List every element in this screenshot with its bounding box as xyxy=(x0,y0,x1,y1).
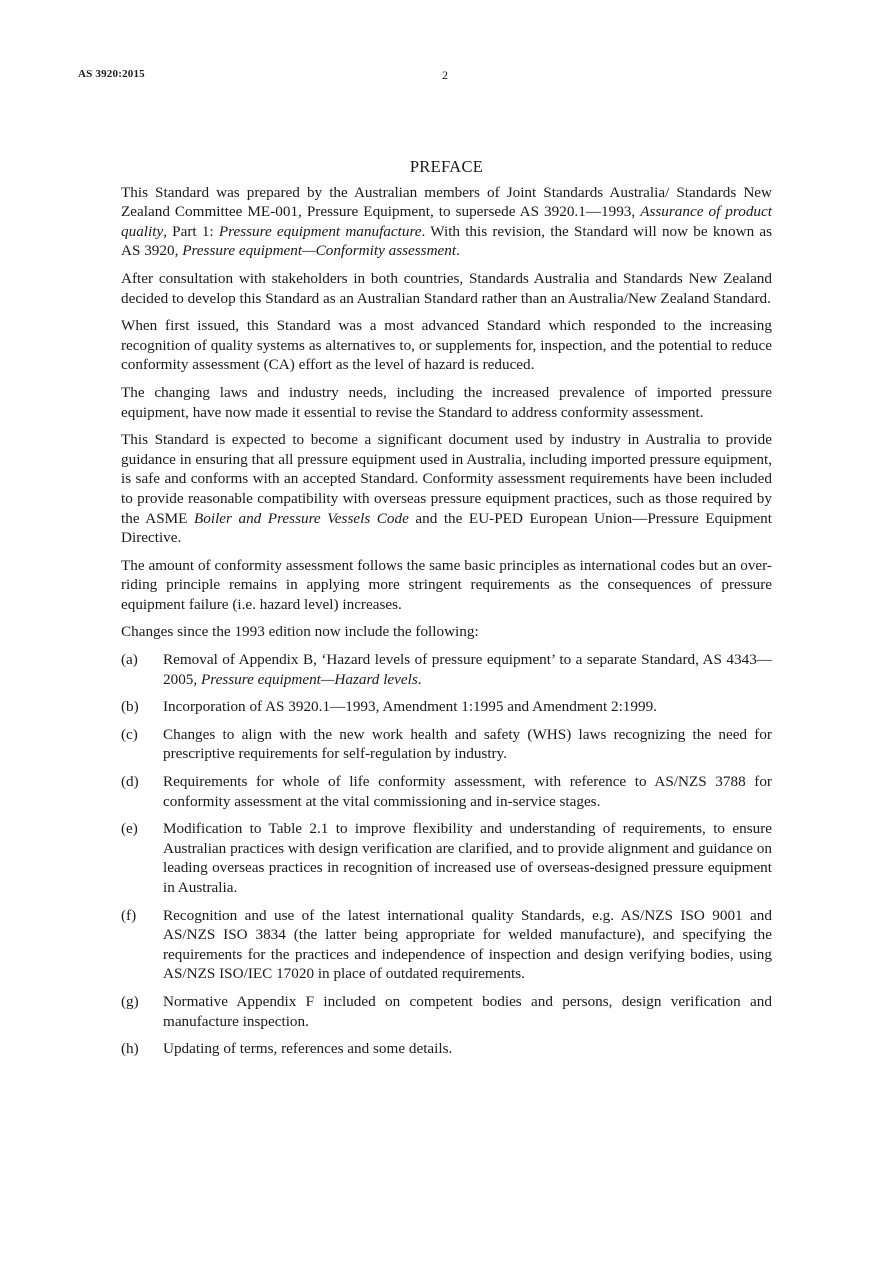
list-item-b xyxy=(121,697,772,717)
paragraph-principles: The amount of conformity assessment follows the same basic principles as international codes but an over-riding principle remains in applying more stringent requirements as the consequences of pressure equipment failure (i.e. hazard level) increases. xyxy=(121,556,772,613)
page-header xyxy=(78,68,818,84)
text-run: and the EU-PED European Union—Pressure Equipment Directive. xyxy=(121,509,772,547)
paragraph-preparation xyxy=(121,183,772,261)
preface-section xyxy=(121,157,772,1067)
list-marker: (e) xyxy=(121,820,138,838)
list-item-g xyxy=(121,992,772,1031)
list-item-d xyxy=(121,772,772,811)
list-item-text: Modification to Table 2.1 to improve flexibility and understanding of requirements, to ensure Australian practices with design verification are clarified, and to provide alignment and guidance on leading overseas practices in recognition of increased use of overseas-designed pressure equipment in Australia. xyxy=(163,820,772,896)
paragraph-changing-laws: The changing laws and industry needs, including the increased prevalence of imported pressure equipment, have now made it essential to revise the Standard to address conformity assessment. xyxy=(121,383,772,421)
list-item-text: Recognition and use of the latest international quality Standards, e.g. AS/NZS ISO 9001 and AS/NZS ISO 3834 (the latter being appropriate for welded manufacture), and specifying the requirements for the practices and independence of inspection and design verifying bodies, using AS/NZS ISO/IEC 17020 in place of outdated requirements. xyxy=(163,906,772,983)
text-run: Removal of Appendix B, ‘Hazard levels of pressure equipment’ to a separate Standard, AS 4343—2005, xyxy=(163,651,772,688)
text-run: , Part 1: xyxy=(163,222,219,240)
list-item-a xyxy=(121,650,772,689)
list-marker: (f) xyxy=(121,906,137,924)
section-title: PREFACE xyxy=(409,157,484,176)
list-item-e xyxy=(121,819,772,897)
list-item-text: Normative Appendix F included on competent bodies and persons, design verification and manufacture inspection. xyxy=(163,992,772,1030)
italic-title: Pressure equipment manufacture xyxy=(218,222,422,240)
text-run: . xyxy=(456,242,460,260)
italic-title: Boiler and Pressure Vessels Code xyxy=(193,509,409,527)
list-item-text: Incorporation of AS 3920.1—1993, Amendment 1:1995 and Amendment 2:1999. xyxy=(163,698,657,716)
italic-title: Assurance of product quality xyxy=(121,203,772,240)
list-marker: (h) xyxy=(121,1040,139,1058)
paragraph-expectation xyxy=(121,430,772,548)
text-run: . With this revision, the Standard will now be known as AS 3920, xyxy=(121,222,773,260)
paragraph-consultation: After consultation with stakeholders in both countries, Standards Australia and Standards New Zealand decided to develop this Standard as an Australian Standard rather than an Australia/New Zealand Standard. xyxy=(121,269,772,307)
list-item-text: Changes to align with the new work health and safety (WHS) laws recognizing the need for prescriptive requirements for self-regulation by industry. xyxy=(163,725,772,763)
list-marker: (a) xyxy=(121,651,138,669)
document-id: AS 3920:2015 xyxy=(78,68,145,80)
list-marker: (c) xyxy=(121,725,138,743)
text-run: This Standard was prepared by the Australian members of Joint Standards Australia/ Standards New Zealand Committee ME-001, Pressure Equipment, to supersede AS 3920.1—1993, xyxy=(121,183,772,221)
text-run: . xyxy=(417,670,422,688)
list-marker: (d) xyxy=(121,773,139,791)
italic-title: Pressure equipment—Hazard levels xyxy=(200,670,418,688)
text-run: This Standard is expected to become a significant document used by industry in Australia to provide guidance in ensuring that all pressure equipment used in Australia, including imported pressure equipment, is safe and conforms with an accepted Standard. Conformity assessment requirements have been included to provide reasonable compatibility with overseas pressure equipment practices, such as those required by the ASME xyxy=(121,431,772,527)
list-marker: (b) xyxy=(121,698,139,716)
italic-title: Pressure equipment—Conformity assessment xyxy=(182,242,457,260)
list-item-h xyxy=(121,1039,772,1059)
list-item-c xyxy=(121,725,772,764)
list-marker: (g) xyxy=(121,992,139,1010)
paragraph-changes-intro: Changes since the 1993 edition now include the following: xyxy=(121,623,479,641)
list-item-text: Updating of terms, references and some details. xyxy=(163,1040,453,1058)
list-item-f xyxy=(121,906,772,984)
list-item-text: Requirements for whole of life conformity assessment, with reference to AS/NZS 3788 for conformity assessment at the vital commissioning and in-service stages. xyxy=(163,773,772,810)
changes-list xyxy=(121,650,772,1059)
paragraph-history: When first issued, this Standard was a most advanced Standard which responded to the increasing recognition of quality systems as alternatives to, or supplements for, inspection, and the potential to reduce conformity assessment (CA) effort as the level of hazard is reduced. xyxy=(121,317,772,374)
list-item-text xyxy=(163,650,772,689)
page-number: 2 xyxy=(442,68,448,82)
